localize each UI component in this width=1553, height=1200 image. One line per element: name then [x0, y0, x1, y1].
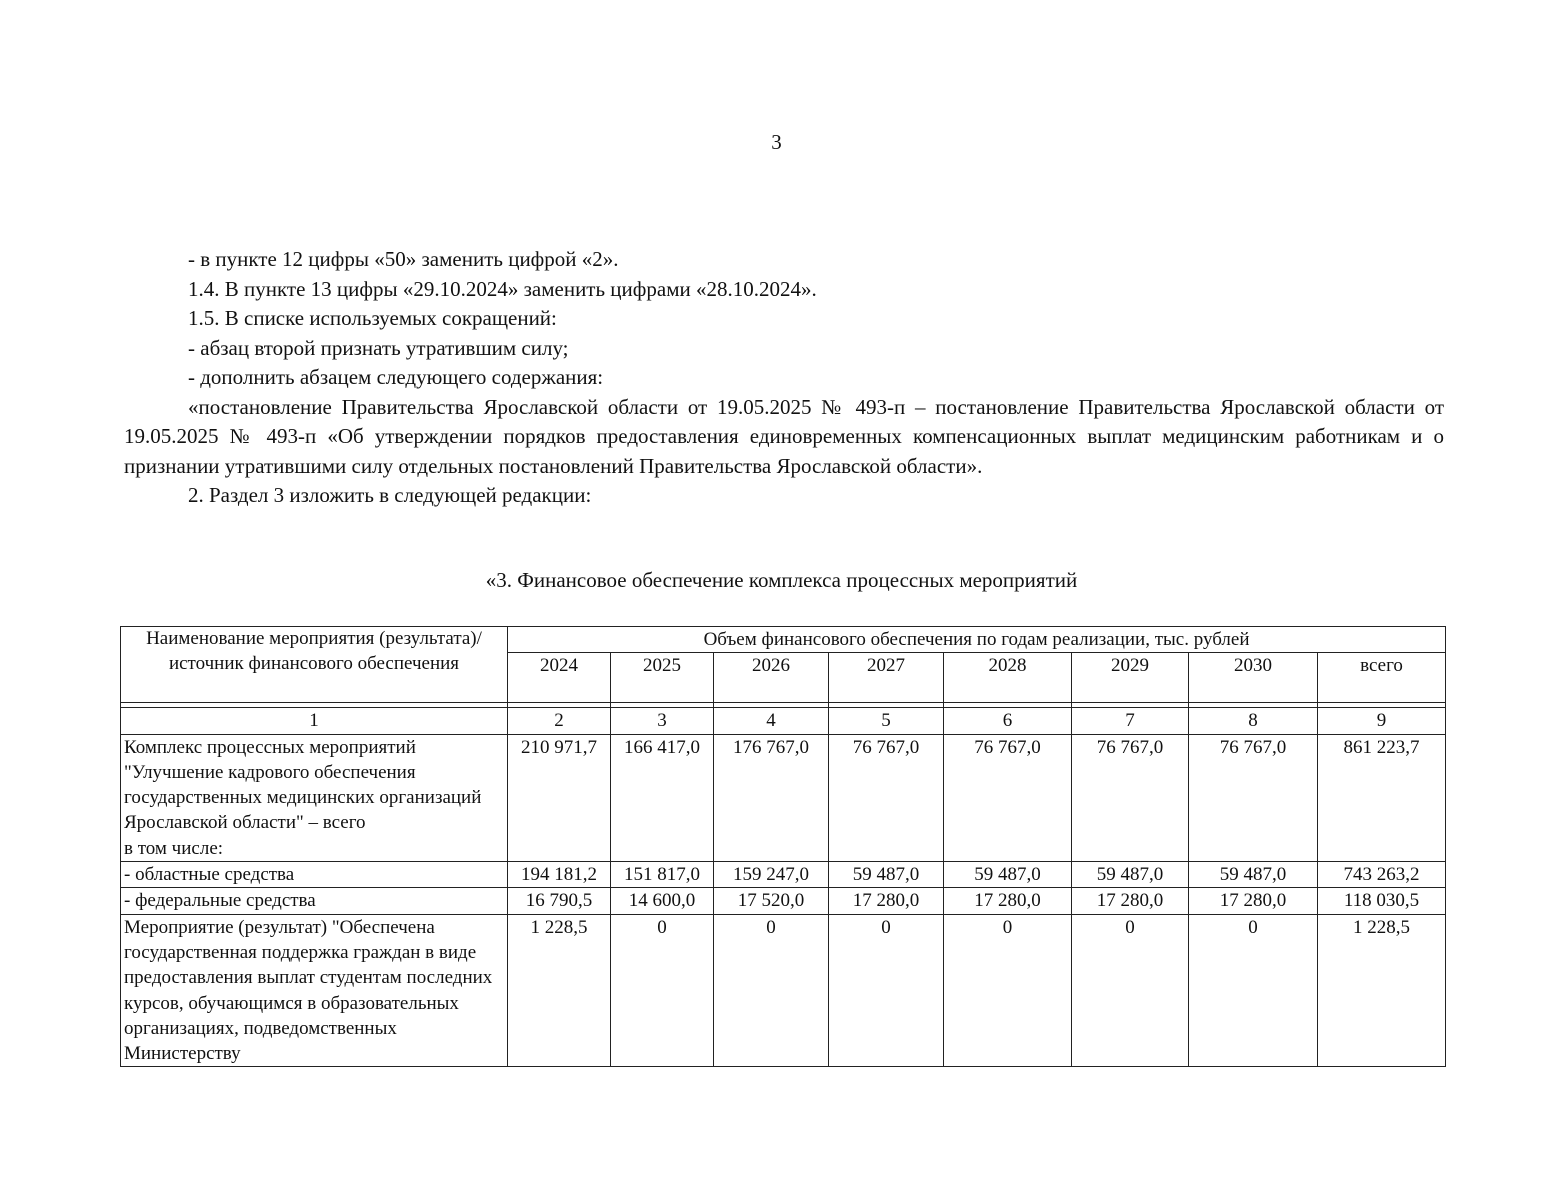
- value-cell: 17 280,0: [944, 888, 1072, 914]
- value-cell: 194 181,2: [508, 862, 611, 888]
- row-name-cell: [121, 734, 508, 861]
- paragraph: 1.5. В списке используемых сокращений:: [188, 306, 557, 330]
- paragraph: 2. Раздел 3 изложить в следующей редакции:: [188, 483, 592, 507]
- header-year-cell: 2029: [1072, 653, 1189, 703]
- column-number-cell: 9: [1318, 708, 1446, 734]
- value-cell: 76 767,0: [944, 734, 1072, 861]
- paragraph: «постановление Правительства Ярославской области от 19.05.2025 № 493-п – постановление Правительства Ярославской области от 19.05.2025 № 493-п «Об утверждении порядков предоставления единовременных компенсационных выплат медицинским работникам и о признании утратившими силу отдельных постановлений Правительства Ярославской области».: [124, 394, 1444, 478]
- value-cell: 166 417,0: [611, 734, 714, 861]
- row-name: Комплекс процессных мероприятий "Улучшение кадрового обеспечения государственных медицинских организаций Ярославской области" – всего: [124, 736, 482, 834]
- table-row: [121, 862, 1446, 888]
- table-row: [121, 888, 1446, 914]
- value-cell: 1 228,5: [508, 914, 611, 1067]
- header-year-cell: 2027: [829, 653, 944, 703]
- header-year-cell: 2024: [508, 653, 611, 703]
- column-numbers-row: [121, 708, 1446, 734]
- value-cell: 0: [611, 914, 714, 1067]
- table-header-row: [121, 627, 1446, 653]
- value-cell: 76 767,0: [1189, 734, 1318, 861]
- value-cell: 0: [1189, 914, 1318, 1067]
- value-cell: 76 767,0: [1072, 734, 1189, 861]
- value-cell: 14 600,0: [611, 888, 714, 914]
- value-cell: 151 817,0: [611, 862, 714, 888]
- value-cell: 59 487,0: [829, 862, 944, 888]
- column-number-cell: 8: [1189, 708, 1318, 734]
- paragraph: - абзац второй признать утратившим силу;: [188, 335, 569, 360]
- row-name-cell: Мероприятие (результат) "Обеспечена государственная поддержка граждан в виде предоставления выплат студентам последних курсов, обучающимся в образовательных организациях, подведомственных Министерству: [121, 914, 508, 1067]
- value-cell: 59 487,0: [1189, 862, 1318, 888]
- header-name-cell: Наименование мероприятия (результата)/ источник финансового обеспечения: [121, 627, 508, 703]
- column-number-cell: 6: [944, 708, 1072, 734]
- value-cell: 17 280,0: [1189, 888, 1318, 914]
- total-cell: 861 223,7: [1318, 734, 1446, 861]
- column-number-cell: 7: [1072, 708, 1189, 734]
- value-cell: 176 767,0: [714, 734, 829, 861]
- header-total-cell: всего: [1318, 653, 1446, 703]
- value-cell: 59 487,0: [944, 862, 1072, 888]
- value-cell: 0: [829, 914, 944, 1067]
- document-body: [124, 245, 1444, 511]
- paragraph: - в пункте 12 цифры «50» заменить цифрой «2».: [188, 247, 619, 271]
- row-name-extra: в том числе:: [124, 837, 224, 859]
- header-year-cell: 2028: [944, 653, 1072, 703]
- paragraph: - дополнить абзацем следующего содержания:: [188, 365, 604, 389]
- total-cell: 1 228,5: [1318, 914, 1446, 1067]
- value-cell: 59 487,0: [1072, 862, 1189, 888]
- value-cell: 17 520,0: [714, 888, 829, 914]
- total-cell: 743 263,2: [1318, 862, 1446, 888]
- value-cell: 0: [944, 914, 1072, 1067]
- value-cell: 76 767,0: [829, 734, 944, 861]
- column-number-cell: 4: [714, 708, 829, 734]
- value-cell: 0: [1072, 914, 1189, 1067]
- value-cell: 210 971,7: [508, 734, 611, 861]
- row-name-cell: - федеральные средства: [121, 888, 508, 914]
- table-row: [121, 734, 1446, 861]
- header-year-cell: 2026: [714, 653, 829, 703]
- financing-table: [120, 626, 1446, 1067]
- paragraph: 1.4. В пункте 13 цифры «29.10.2024» заменить цифрами «28.10.2024».: [188, 276, 817, 301]
- table-row: [121, 914, 1446, 1067]
- value-cell: 0: [714, 914, 829, 1067]
- row-name-cell: - областные средства: [121, 862, 508, 888]
- header-group-cell: Объем финансового обеспечения по годам реализации, тыс. рублей: [508, 627, 1446, 653]
- column-number-cell: 2: [508, 708, 611, 734]
- value-cell: 16 790,5: [508, 888, 611, 914]
- total-cell: 118 030,5: [1318, 888, 1446, 914]
- value-cell: 17 280,0: [829, 888, 944, 914]
- header-year-cell: 2030: [1189, 653, 1318, 703]
- value-cell: 159 247,0: [714, 862, 829, 888]
- page-number: 3: [771, 130, 782, 154]
- column-number-cell: 5: [829, 708, 944, 734]
- section-title: «3. Финансовое обеспечение комплекса процессных мероприятий: [485, 568, 1078, 592]
- column-number-cell: 1: [121, 708, 508, 734]
- value-cell: 17 280,0: [1072, 888, 1189, 914]
- header-year-cell: 2025: [611, 653, 714, 703]
- column-number-cell: 3: [611, 708, 714, 734]
